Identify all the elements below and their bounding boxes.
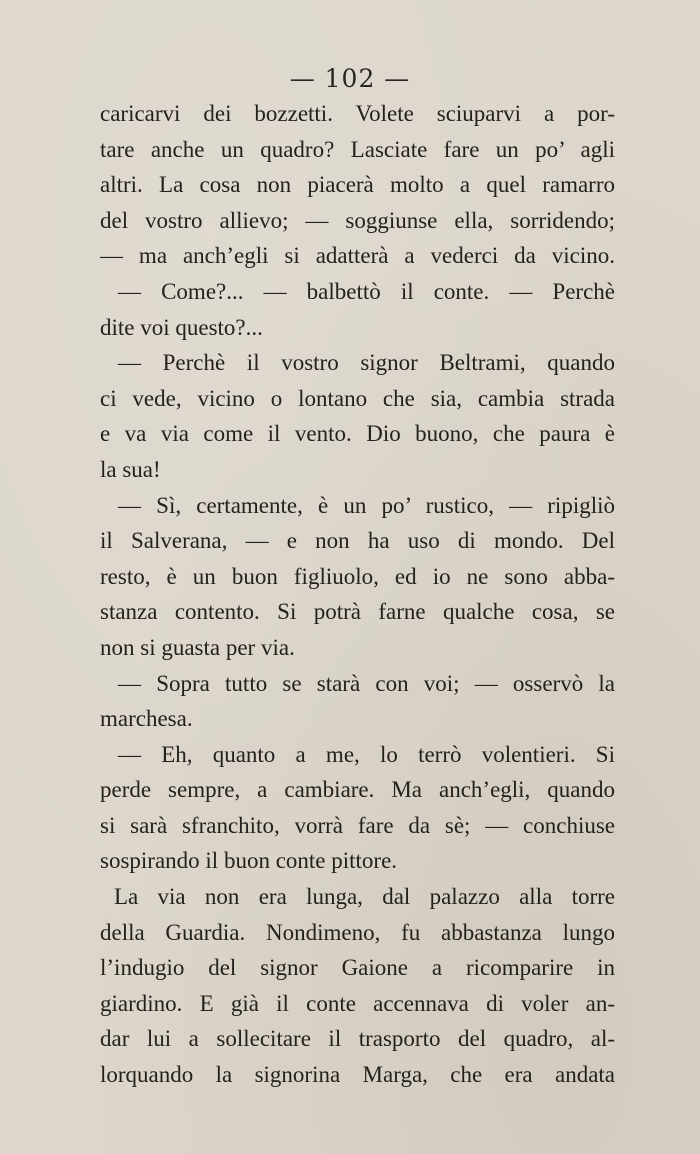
text-line: marchesa. (100, 706, 193, 732)
text-line: giardino. E già il conte accennava di voler an- (100, 990, 615, 1016)
text-line: del vostro allievo; — soggiunse ella, sorridendo; (100, 207, 615, 233)
text-line: sospirando il buon conte pittore. (100, 848, 398, 874)
text-line: tare anche un quadro? Lasciate fare un po’ agli (100, 136, 615, 162)
text-line: della Guardia. Nondimeno, fu abbastanza lungo (100, 919, 615, 945)
text-line: La via non era lunga, dal palazzo alla torre (114, 884, 615, 910)
text-line: — Eh, quanto a me, lo terrò volentieri. Si (118, 741, 615, 767)
text-line: dite voi questo?... (100, 314, 263, 340)
text-line: — Perchè il vostro signor Beltrami, quando (118, 350, 615, 376)
text-line: perde sempre, a cambiare. Ma anch’egli, quando (100, 777, 615, 803)
text-line: ci vede, vicino o lontano che sia, cambia strada (100, 385, 615, 411)
text-line: si sarà sfranchito, vorrà fare da sè; — conchiuse (100, 812, 615, 838)
text-line: dar lui a sollecitare il trasporto del quadro, al- (100, 1026, 615, 1052)
text-line: e va via come il vento. Dio buono, che paura è (100, 421, 615, 447)
text-line: caricarvi dei bozzetti. Volete sciuparvi a por- (100, 101, 615, 126)
text-line: — Come?... — balbettò il conte. — Perchè (118, 278, 615, 304)
text-line: non si guasta per via. (100, 634, 295, 660)
text-line: — ma anch’egli si adatterà a vederci da vicino. (100, 243, 615, 269)
text-line: il Salverana, — e non ha uso di mondo. Del (100, 528, 615, 554)
body-text (100, 96, 615, 1093)
text-line: lorquando la signorina Marga, che era andata (100, 1062, 615, 1088)
text-line: altri. La cosa non piacerà molto a quel ramarro (100, 172, 615, 198)
text-line: — Sì, certamente, è un po’ rustico, — ripigliò (118, 492, 615, 518)
text-line: resto, è un buon figliuolo, ed io ne sono abba- (100, 563, 615, 589)
text-line: stanza contento. Si potrà farne qualche cosa, se (100, 599, 615, 625)
page-number: — 102 — (289, 64, 411, 93)
text-line: l’indugio del signor Gaione a ricomparire in (100, 955, 615, 981)
text-line: la sua! (100, 456, 161, 482)
text-line: — Sopra tutto se starà con voi; — osservò la (118, 670, 615, 696)
